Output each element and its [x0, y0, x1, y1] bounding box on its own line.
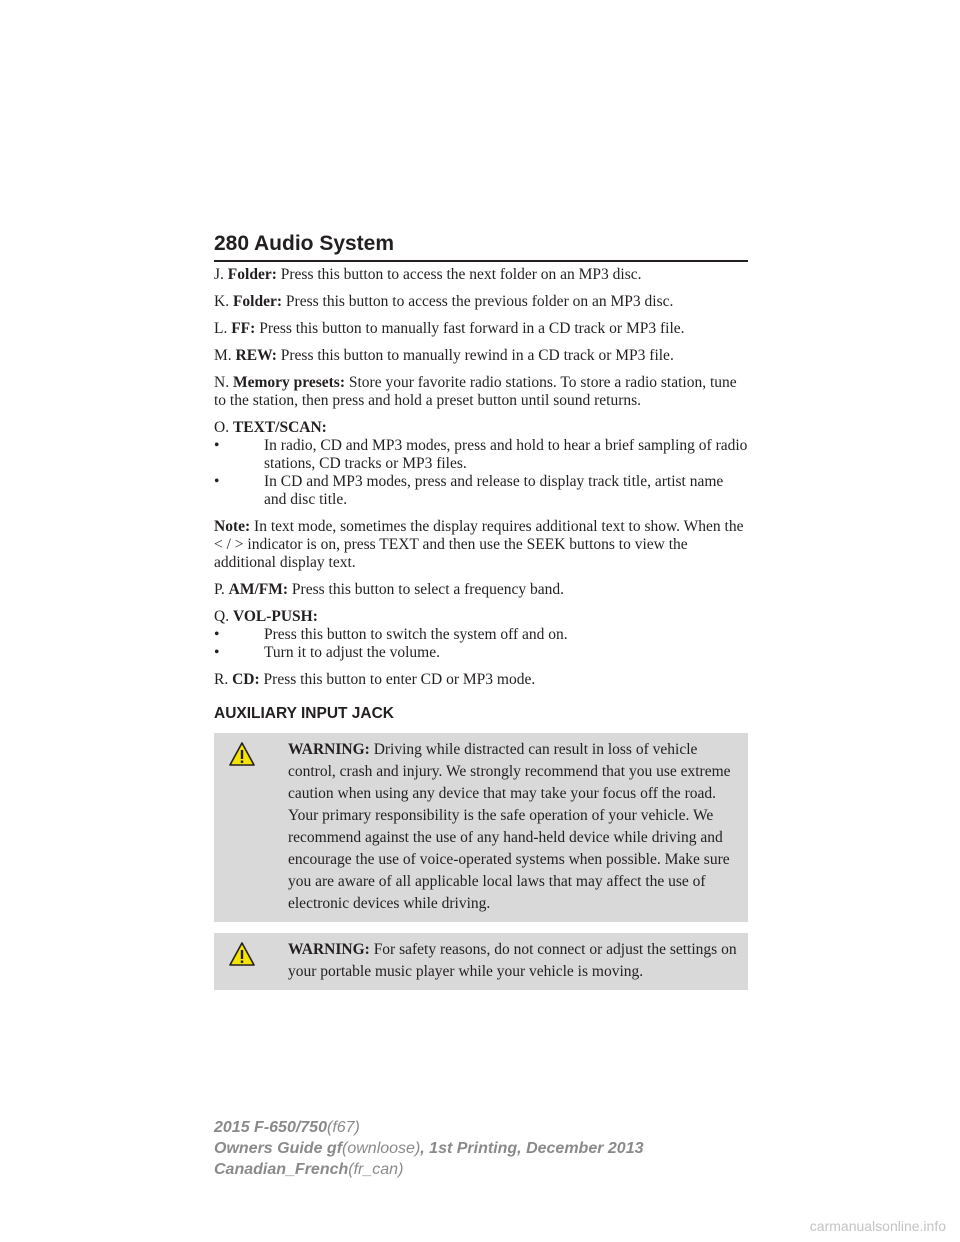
- item-prefix: Q.: [214, 608, 233, 625]
- footer-line-3: [214, 1159, 774, 1180]
- bullet-text: Turn it to adjust the volume.: [264, 644, 440, 661]
- bullet-icon: •: [214, 626, 220, 643]
- page-header: [214, 232, 748, 262]
- item-o: [214, 419, 748, 509]
- item-label: TEXT/SCAN:: [232, 419, 327, 436]
- footer-printing: , 1st Printing, December 2013: [420, 1140, 644, 1157]
- footer-binding: (ownloose): [342, 1140, 421, 1157]
- note: [214, 518, 748, 572]
- item-label: CD:: [232, 671, 260, 688]
- bullet-text: In CD and MP3 modes, press and release to display track title, artist name and disc title.: [264, 473, 724, 508]
- item-prefix: N.: [214, 374, 233, 391]
- item-prefix: J.: [214, 266, 228, 283]
- warning-text: For safety reasons, do not connect or adjust the settings on your portable music player while your vehicle is moving.: [288, 941, 737, 980]
- item-text: Press this button to manually fast forward in a CD track or MP3 file.: [259, 320, 685, 337]
- item-prefix: K.: [214, 293, 233, 310]
- page-number: 280: [214, 232, 250, 255]
- item-text: Press this button to access the previous folder on an MP3 disc.: [285, 293, 674, 310]
- warning-label: WARNING:: [288, 741, 370, 758]
- bullet-icon: •: [214, 473, 220, 490]
- item-label: REW:: [235, 347, 277, 364]
- list-item: [214, 644, 748, 662]
- item-label: Folder:: [227, 266, 277, 283]
- list-item: [214, 626, 748, 644]
- item-l: [214, 320, 748, 338]
- item-p: [214, 581, 748, 599]
- footer-model: 2015 F-650/750: [214, 1119, 327, 1136]
- page-content: [214, 266, 748, 1001]
- item-text: Store your favorite radio stations. To store a radio station, tune to the station, then press and hold a preset button until sound returns.: [214, 374, 737, 409]
- warning-box-distracted: [214, 733, 748, 922]
- aux-input-heading: AUXILIARY INPUT JACK: [214, 705, 394, 722]
- item-r: [214, 671, 748, 689]
- item-text: Press this button to manually rewind in a CD track or MP3 file.: [280, 347, 674, 364]
- bullet-list: [214, 437, 748, 509]
- warning-triangle-icon: [228, 941, 256, 967]
- bullet-icon: •: [214, 644, 220, 661]
- item-prefix: M.: [214, 347, 236, 364]
- item-label: AM/FM:: [228, 581, 289, 598]
- watermark: carmanualsonline.info: [809, 1218, 946, 1234]
- item-n: [214, 374, 748, 410]
- footer-language: Canadian_French: [214, 1161, 349, 1178]
- list-item: [214, 473, 748, 509]
- bullet-text: Press this button to switch the system off and on.: [264, 626, 568, 643]
- warning-body: [242, 939, 744, 983]
- item-m: [214, 347, 748, 365]
- warning-body: [242, 739, 744, 915]
- item-q: [214, 608, 748, 662]
- item-text: Press this button to select a frequency band.: [291, 581, 564, 598]
- footer-line-1: [214, 1117, 774, 1138]
- footer-line-2: [214, 1138, 774, 1159]
- item-prefix: R.: [214, 671, 233, 688]
- warning-box-music-player: [214, 933, 748, 990]
- section-title: Audio System: [254, 232, 395, 255]
- item-prefix: L.: [214, 320, 232, 337]
- item-label: FF:: [231, 320, 256, 337]
- item-label: VOL-PUSH:: [232, 608, 318, 625]
- item-label: Memory presets:: [232, 374, 345, 391]
- item-label: Folder:: [232, 293, 283, 310]
- bullet-list: [214, 626, 748, 662]
- list-item: [214, 437, 748, 473]
- note-label: Note:: [214, 518, 251, 535]
- note-text: In text mode, sometimes the display requires additional text to show. When the < / > indicator is on, press TEXT and then use the SEEK buttons to view the additional display text.: [214, 518, 744, 571]
- warning-label: WARNING:: [288, 941, 370, 958]
- warning-text: Driving while distracted can result in loss of vehicle control, crash and injury. We strongly recommend that you use extreme caution when using any device that may take your focus off the road. Your primary responsibility is the safe operation of your vehicle. We recommend against the use of any hand-held device while driving and encourage the use of voice-operated systems when possible. Make sure you are aware of all applicable local laws that may affect the use of electronic devices while driving.: [288, 741, 731, 912]
- footer-locale: (fr_can): [348, 1161, 404, 1178]
- bullet-icon: •: [214, 437, 220, 454]
- footer-code: (f67): [326, 1119, 360, 1136]
- item-prefix: P.: [214, 581, 229, 598]
- item-k: [214, 293, 748, 311]
- item-j: [214, 266, 748, 284]
- print-footer: [214, 1117, 774, 1180]
- item-prefix: O.: [214, 419, 233, 436]
- item-text: Press this button to access the next folder on an MP3 disc.: [280, 266, 642, 283]
- item-text: Press this button to enter CD or MP3 mode.: [263, 671, 536, 688]
- header-rule: [214, 260, 748, 262]
- warning-triangle-icon: [228, 741, 256, 767]
- bullet-text: In radio, CD and MP3 modes, press and hold to hear a brief sampling of radio stations, CD tracks or MP3 files.: [264, 437, 748, 472]
- footer-guide: Owners Guide gf: [214, 1140, 343, 1157]
